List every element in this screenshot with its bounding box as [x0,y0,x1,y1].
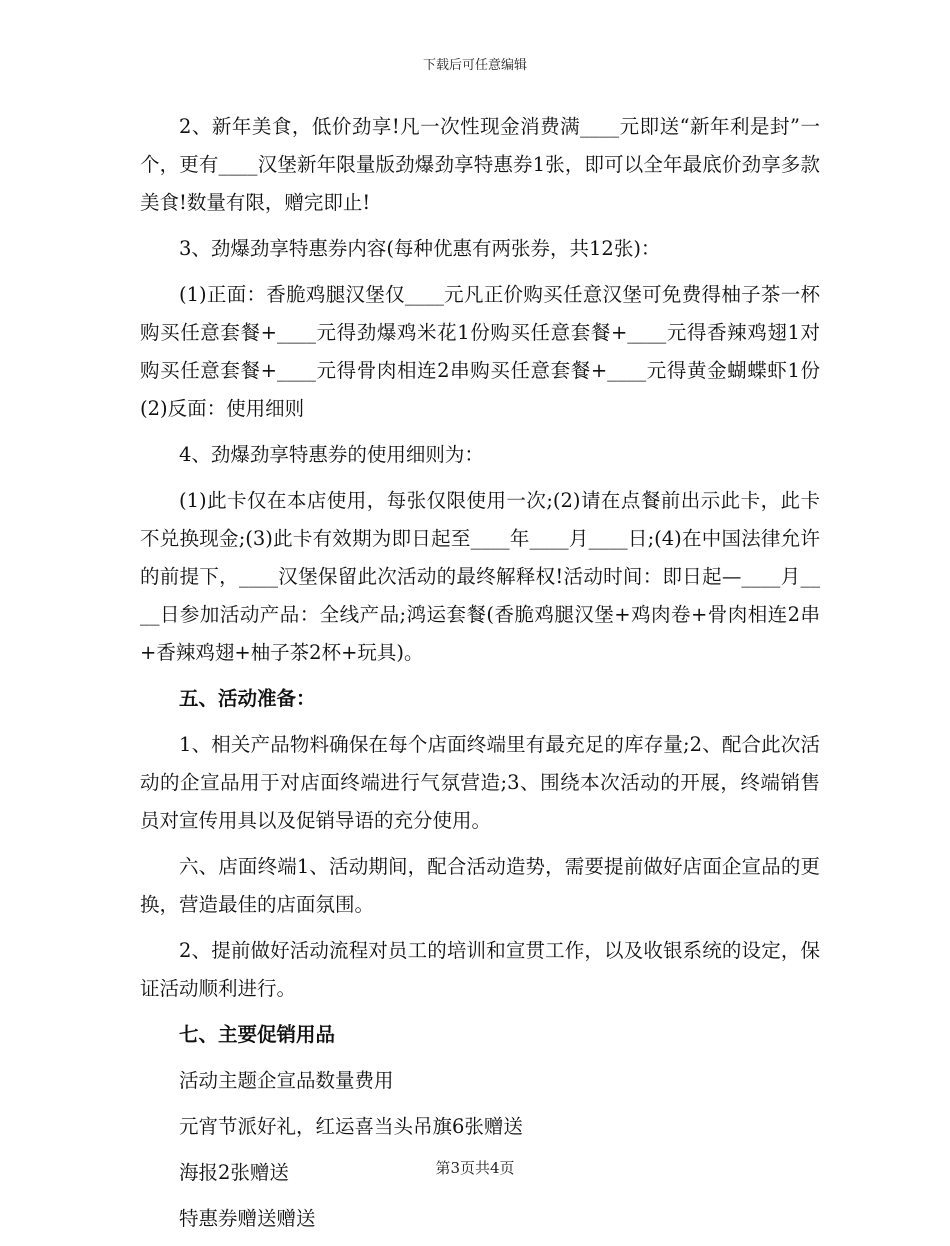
paragraph-coupon-front-back: (1)正面：香脆鸡腿汉堡仅____元凡正价购买任意汉堡可免费得柚子茶一杯购买任意套餐+____元得劲爆鸡米花1份购买任意套餐+____元得香辣鸡翅1对购买任意套餐+____元得骨肉相连2串购买任意套餐+____元得黄金蝴蝶虾1份(2)反面：使用细则 [140,283,820,420]
paragraph-store-terminal: 六、店面终端1、活动期间，配合活动造势，需要提前做好店面企宣品的更换，营造最佳的店面氛围。 [140,855,820,916]
promo-item-banner: 元宵节派好礼，红运喜当头吊旗6张赠送 [179,1115,523,1138]
document-body [140,108,820,1246]
page-header: 下载后可任意编辑 [422,58,527,73]
paragraph-new-year-food: 2、新年美食，低价劲享!凡一次性现金消费满____元即送“新年利是封”一个，更有____汉堡新年限量版劲爆劲享特惠券1张，即可以全年最底价劲享多款美食!数量有限，赠完即止! [140,115,820,214]
promo-item-header: 活动主题企宣品数量费用 [179,1069,394,1092]
promo-item-poster: 海报2张赠送 [179,1161,289,1184]
paragraph-coupon-contents-title: 3、劲爆劲享特惠券内容(每种优惠有两张券，共12张)： [179,237,661,260]
paragraph-coupon-rules: (1)此卡仅在本店使用，每张仅限使用一次;(2)请在点餐前出示此卡，此卡不兑换现金;(3)此卡有效期为即日起至____年____月____日;(4)在中国法律允许的前提下，____汉堡保留此次活动的最终解释权!活动时间：即日起—____月____日参加活动产品：全线产品;鸿运套餐(香脆鸡腿汉堡+鸡肉卷+骨肉相连2串+香辣鸡翅+柚子茶2杯+玩具)。 [140,489,820,664]
promo-item-coupon: 特惠券赠送赠送 [179,1207,316,1230]
section-heading-preparation: 五、活动准备： [179,687,316,710]
section-heading-promo-items: 七、主要促销用品 [179,1023,336,1046]
page-footer: 第3页共4页 [435,1159,515,1177]
paragraph-staff-training: 2、提前做好活动流程对员工的培训和宣贯工作，以及收银系统的设定，保证活动顺利进行。 [140,939,820,1000]
paragraph-preparation: 1、相关产品物料确保在每个店面终端里有最充足的库存量;2、配合此次活动的企宣品用于对店面终端进行气氛营造;3、围绕本次活动的开展，终端销售员对宣传用具以及促销导语的充分使用。 [140,733,820,832]
paragraph-coupon-rules-title: 4、劲爆劲享特惠券的使用细则为： [179,443,484,466]
